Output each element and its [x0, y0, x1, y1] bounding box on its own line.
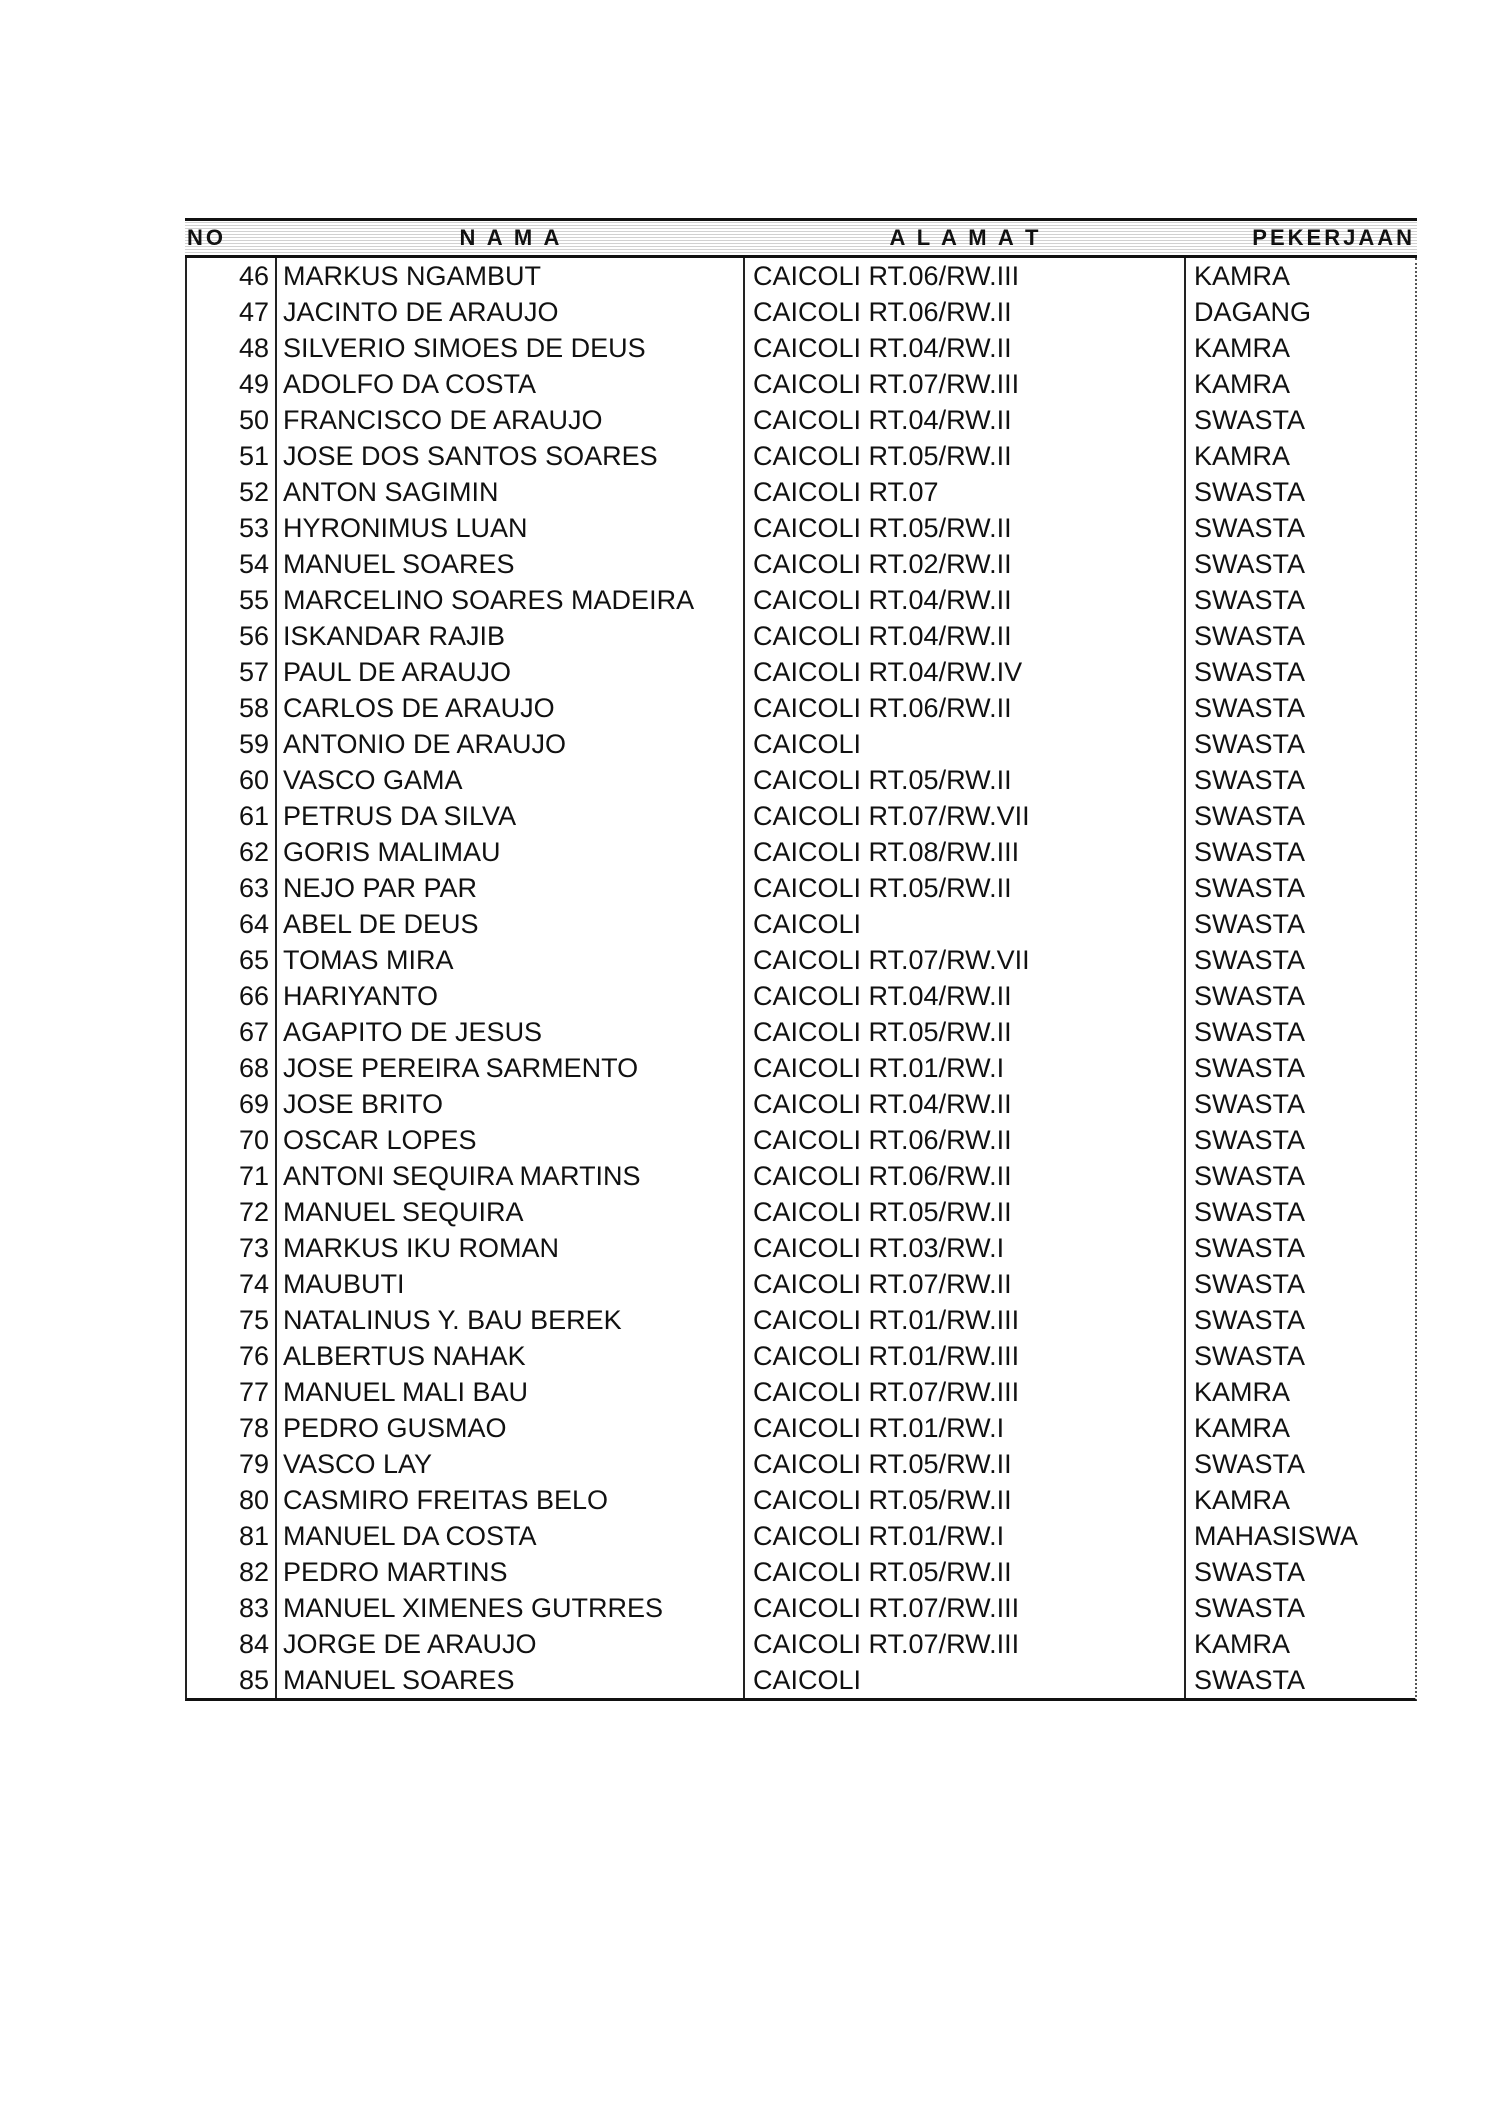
- table-row: [187, 834, 1415, 870]
- row-number: 80: [187, 1482, 277, 1518]
- row-occupation: SWASTA: [1194, 1593, 1306, 1623]
- row-name: NEJO PAR PAR: [277, 870, 745, 906]
- row-occupation: KAMRA: [1194, 1377, 1291, 1407]
- table-row: [187, 1554, 1415, 1590]
- row-name: ANTONI SEQUIRA MARTINS: [277, 1158, 745, 1194]
- row-occupation: SWASTA: [1194, 1125, 1306, 1155]
- table-row: [187, 1302, 1415, 1338]
- row-address: CAICOLI RT.06/RW.III: [745, 258, 1186, 294]
- row-name: MARKUS IKU ROMAN: [277, 1230, 745, 1266]
- row-address: CAICOLI RT.01/RW.I: [745, 1518, 1186, 1554]
- row-name: PAUL DE ARAUJO: [277, 654, 745, 690]
- row-number: 50: [187, 402, 277, 438]
- row-address: CAICOLI: [745, 1662, 1186, 1698]
- row-name: HYRONIMUS LUAN: [277, 510, 745, 546]
- row-name: CASMIRO FREITAS BELO: [277, 1482, 745, 1518]
- row-name: MANUEL SOARES: [277, 1662, 745, 1698]
- row-address: CAICOLI: [745, 726, 1186, 762]
- table-row: [187, 1626, 1415, 1662]
- row-address: CAICOLI RT.08/RW.III: [745, 834, 1186, 870]
- row-number: 79: [187, 1446, 277, 1482]
- row-occupation: SWASTA: [1194, 1269, 1306, 1299]
- header-nama: N A M A: [459, 225, 563, 250]
- row-occupation: SWASTA: [1194, 1017, 1306, 1047]
- table-row: [187, 1266, 1415, 1302]
- row-number: 82: [187, 1554, 277, 1590]
- table-row: [187, 690, 1415, 726]
- row-number: 67: [187, 1014, 277, 1050]
- row-occupation: SWASTA: [1194, 477, 1306, 507]
- row-name: VASCO GAMA: [277, 762, 745, 798]
- row-address: CAICOLI: [745, 906, 1186, 942]
- row-name: JORGE DE ARAUJO: [277, 1626, 745, 1662]
- row-name: MANUEL MALI BAU: [277, 1374, 745, 1410]
- row-name: TOMAS MIRA: [277, 942, 745, 978]
- row-address: CAICOLI RT.05/RW.II: [745, 1446, 1186, 1482]
- header-no: NO: [187, 225, 226, 250]
- row-occupation: SWASTA: [1194, 549, 1306, 579]
- table-row: [187, 1086, 1415, 1122]
- row-number: 78: [187, 1410, 277, 1446]
- row-occupation: DAGANG: [1194, 297, 1312, 327]
- row-number: 83: [187, 1590, 277, 1626]
- row-name: ADOLFO DA COSTA: [277, 366, 745, 402]
- row-occupation: KAMRA: [1194, 1413, 1291, 1443]
- row-occupation: SWASTA: [1194, 657, 1306, 687]
- header-pekerjaan: PEKERJAAN: [1252, 225, 1415, 250]
- table-row: [187, 762, 1415, 798]
- row-address: CAICOLI RT.07: [745, 474, 1186, 510]
- table-row: [187, 1662, 1415, 1698]
- row-address: CAICOLI RT.06/RW.II: [745, 690, 1186, 726]
- row-address: CAICOLI RT.05/RW.II: [745, 510, 1186, 546]
- row-address: CAICOLI RT.05/RW.II: [745, 1014, 1186, 1050]
- table-row: [187, 330, 1415, 366]
- row-address: CAICOLI RT.04/RW.II: [745, 1086, 1186, 1122]
- row-name: FRANCISCO DE ARAUJO: [277, 402, 745, 438]
- row-occupation: SWASTA: [1194, 513, 1306, 543]
- table-row: [187, 1374, 1415, 1410]
- row-number: 76: [187, 1338, 277, 1374]
- table-row: [187, 1338, 1415, 1374]
- row-number: 81: [187, 1518, 277, 1554]
- row-address: CAICOLI RT.07/RW.III: [745, 1626, 1186, 1662]
- table-row: [187, 1122, 1415, 1158]
- table-body: [185, 258, 1417, 1701]
- row-name: CARLOS DE ARAUJO: [277, 690, 745, 726]
- row-number: 63: [187, 870, 277, 906]
- row-occupation: KAMRA: [1194, 369, 1291, 399]
- row-number: 75: [187, 1302, 277, 1338]
- row-number: 49: [187, 366, 277, 402]
- row-number: 60: [187, 762, 277, 798]
- row-number: 46: [187, 258, 277, 294]
- row-name: SILVERIO SIMOES DE DEUS: [277, 330, 745, 366]
- row-occupation: SWASTA: [1194, 801, 1306, 831]
- row-number: 52: [187, 474, 277, 510]
- row-address: CAICOLI RT.01/RW.I: [745, 1410, 1186, 1446]
- row-address: CAICOLI RT.01/RW.III: [745, 1338, 1186, 1374]
- table-row: [187, 474, 1415, 510]
- table-row: [187, 798, 1415, 834]
- row-name: GORIS MALIMAU: [277, 834, 745, 870]
- row-number: 51: [187, 438, 277, 474]
- row-occupation: SWASTA: [1194, 1665, 1306, 1695]
- row-number: 65: [187, 942, 277, 978]
- row-address: CAICOLI RT.07/RW.III: [745, 1374, 1186, 1410]
- table-row: [187, 1158, 1415, 1194]
- row-name: MANUEL XIMENES GUTRRES: [277, 1590, 745, 1626]
- row-occupation: SWASTA: [1194, 909, 1306, 939]
- row-address: CAICOLI RT.05/RW.II: [745, 1482, 1186, 1518]
- row-occupation: SWASTA: [1194, 765, 1306, 795]
- row-number: 71: [187, 1158, 277, 1194]
- row-occupation: SWASTA: [1194, 945, 1306, 975]
- row-address: CAICOLI RT.07/RW.II: [745, 1266, 1186, 1302]
- row-number: 68: [187, 1050, 277, 1086]
- row-name: ALBERTUS NAHAK: [277, 1338, 745, 1374]
- row-occupation: SWASTA: [1194, 1341, 1306, 1371]
- table-row: [187, 510, 1415, 546]
- table-row: [187, 1446, 1415, 1482]
- row-number: 58: [187, 690, 277, 726]
- row-name: JOSE DOS SANTOS SOARES: [277, 438, 745, 474]
- row-name: NATALINUS Y. BAU BEREK: [277, 1302, 745, 1338]
- row-number: 53: [187, 510, 277, 546]
- row-address: CAICOLI RT.05/RW.II: [745, 1194, 1186, 1230]
- table-row: [187, 1194, 1415, 1230]
- table-row: [187, 942, 1415, 978]
- row-address: CAICOLI RT.06/RW.II: [745, 1122, 1186, 1158]
- row-address: CAICOLI RT.01/RW.I: [745, 1050, 1186, 1086]
- row-address: CAICOLI RT.07/RW.VII: [745, 942, 1186, 978]
- row-address: CAICOLI RT.05/RW.II: [745, 1554, 1186, 1590]
- row-name: MARKUS NGAMBUT: [277, 258, 745, 294]
- row-address: CAICOLI RT.04/RW.II: [745, 618, 1186, 654]
- table-row: [187, 870, 1415, 906]
- row-number: 69: [187, 1086, 277, 1122]
- table-row: [187, 294, 1415, 330]
- row-occupation: KAMRA: [1194, 441, 1291, 471]
- row-address: CAICOLI RT.01/RW.III: [745, 1302, 1186, 1338]
- row-address: CAICOLI RT.05/RW.II: [745, 870, 1186, 906]
- table-row: [187, 402, 1415, 438]
- row-name: ANTON SAGIMIN: [277, 474, 745, 510]
- table-row: [187, 654, 1415, 690]
- table-row: [187, 1014, 1415, 1050]
- row-number: 66: [187, 978, 277, 1014]
- row-address: CAICOLI RT.04/RW.II: [745, 402, 1186, 438]
- row-occupation: SWASTA: [1194, 1233, 1306, 1263]
- row-occupation: SWASTA: [1194, 1305, 1306, 1335]
- row-address: CAICOLI RT.06/RW.II: [745, 1158, 1186, 1194]
- row-occupation: SWASTA: [1194, 873, 1306, 903]
- row-name: MANUEL SEQUIRA: [277, 1194, 745, 1230]
- table-row: [187, 1482, 1415, 1518]
- row-address: CAICOLI RT.03/RW.I: [745, 1230, 1186, 1266]
- table-row: [187, 366, 1415, 402]
- row-name: JOSE BRITO: [277, 1086, 745, 1122]
- row-number: 74: [187, 1266, 277, 1302]
- row-number: 62: [187, 834, 277, 870]
- row-occupation: MAHASISWA: [1194, 1521, 1359, 1551]
- row-occupation: SWASTA: [1194, 585, 1306, 615]
- row-occupation: SWASTA: [1194, 1161, 1306, 1191]
- row-number: 59: [187, 726, 277, 762]
- row-number: 57: [187, 654, 277, 690]
- row-number: 55: [187, 582, 277, 618]
- row-name: OSCAR LOPES: [277, 1122, 745, 1158]
- row-number: 77: [187, 1374, 277, 1410]
- header-alamat: A L A M A T: [889, 225, 1042, 250]
- row-number: 72: [187, 1194, 277, 1230]
- table-row: [187, 906, 1415, 942]
- row-name: JACINTO DE ARAUJO: [277, 294, 745, 330]
- row-number: 48: [187, 330, 277, 366]
- table-row: [187, 582, 1415, 618]
- row-occupation: KAMRA: [1194, 1485, 1291, 1515]
- row-address: CAICOLI RT.04/RW.IV: [745, 654, 1186, 690]
- row-address: CAICOLI RT.04/RW.II: [745, 330, 1186, 366]
- row-number: 61: [187, 798, 277, 834]
- table-row: [187, 1230, 1415, 1266]
- row-address: CAICOLI RT.07/RW.VII: [745, 798, 1186, 834]
- table-row: [187, 726, 1415, 762]
- row-name: MANUEL DA COSTA: [277, 1518, 745, 1554]
- row-number: 56: [187, 618, 277, 654]
- row-occupation: SWASTA: [1194, 621, 1306, 651]
- table-row: [187, 618, 1415, 654]
- row-name: ANTONIO DE ARAUJO: [277, 726, 745, 762]
- row-address: CAICOLI RT.04/RW.II: [745, 978, 1186, 1014]
- row-occupation: SWASTA: [1194, 1557, 1306, 1587]
- row-occupation: SWASTA: [1194, 729, 1306, 759]
- table-row: [187, 1518, 1415, 1554]
- row-name: HARIYANTO: [277, 978, 745, 1014]
- row-address: CAICOLI RT.04/RW.II: [745, 582, 1186, 618]
- row-name: PEDRO GUSMAO: [277, 1410, 745, 1446]
- row-name: ISKANDAR RAJIB: [277, 618, 745, 654]
- row-name: MANUEL SOARES: [277, 546, 745, 582]
- row-occupation: SWASTA: [1194, 1197, 1306, 1227]
- table-row: [187, 258, 1415, 294]
- row-occupation: KAMRA: [1194, 1629, 1291, 1659]
- resident-table: [185, 218, 1417, 1701]
- row-occupation: SWASTA: [1194, 1449, 1306, 1479]
- table-row: [187, 1050, 1415, 1086]
- row-address: CAICOLI RT.02/RW.II: [745, 546, 1186, 582]
- table-row: [187, 546, 1415, 582]
- row-occupation: SWASTA: [1194, 693, 1306, 723]
- table-row: [187, 1410, 1415, 1446]
- row-number: 70: [187, 1122, 277, 1158]
- row-name: PETRUS DA SILVA: [277, 798, 745, 834]
- row-occupation: SWASTA: [1194, 981, 1306, 1011]
- row-occupation: SWASTA: [1194, 405, 1306, 435]
- table-header: [185, 218, 1417, 258]
- row-address: CAICOLI RT.05/RW.II: [745, 762, 1186, 798]
- row-number: 73: [187, 1230, 277, 1266]
- table-row: [187, 978, 1415, 1014]
- row-occupation: SWASTA: [1194, 837, 1306, 867]
- row-address: CAICOLI RT.07/RW.III: [745, 366, 1186, 402]
- row-number: 47: [187, 294, 277, 330]
- row-name: ABEL DE DEUS: [277, 906, 745, 942]
- row-occupation: KAMRA: [1194, 261, 1291, 291]
- row-address: CAICOLI RT.05/RW.II: [745, 438, 1186, 474]
- row-occupation: SWASTA: [1194, 1089, 1306, 1119]
- row-number: 85: [187, 1662, 277, 1698]
- row-address: CAICOLI RT.07/RW.III: [745, 1590, 1186, 1626]
- table-row: [187, 438, 1415, 474]
- row-name: JOSE PEREIRA SARMENTO: [277, 1050, 745, 1086]
- row-address: CAICOLI RT.06/RW.II: [745, 294, 1186, 330]
- row-name: AGAPITO DE JESUS: [277, 1014, 745, 1050]
- row-occupation: KAMRA: [1194, 333, 1291, 363]
- row-name: MARCELINO SOARES MADEIRA: [277, 582, 745, 618]
- row-number: 84: [187, 1626, 277, 1662]
- row-name: MAUBUTI: [277, 1266, 745, 1302]
- row-number: 54: [187, 546, 277, 582]
- row-name: VASCO LAY: [277, 1446, 745, 1482]
- row-number: 64: [187, 906, 277, 942]
- table-row: [187, 1590, 1415, 1626]
- row-occupation: SWASTA: [1194, 1053, 1306, 1083]
- row-name: PEDRO MARTINS: [277, 1554, 745, 1590]
